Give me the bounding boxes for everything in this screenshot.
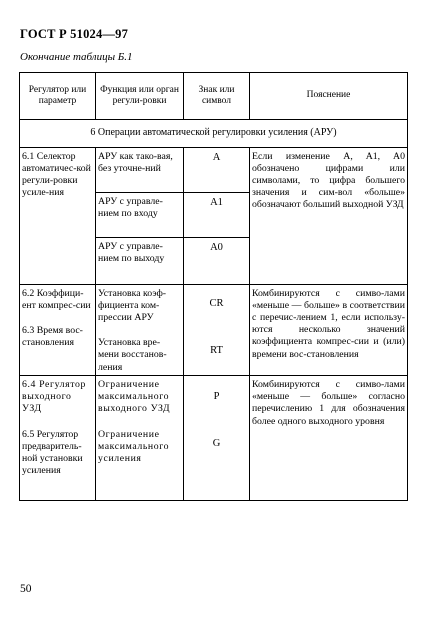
column-header: Пояснение bbox=[250, 73, 408, 120]
table-header-row bbox=[20, 73, 408, 120]
page-number: 50 bbox=[20, 583, 32, 595]
column-header: Регулятор или параметр bbox=[20, 73, 96, 120]
symbol-cell: A1 bbox=[184, 192, 250, 237]
param-text: 6.2 Коэффици-ент компрес-сии bbox=[22, 287, 91, 311]
param-cell bbox=[20, 284, 96, 375]
param-text: 6.5 Регулятор предваритель-ной установки усиления bbox=[22, 428, 83, 477]
param-cell bbox=[20, 375, 96, 500]
param-cell: 6.1 Селектор автоматичес-кой регули-ровки усиле-ния bbox=[20, 147, 96, 284]
function-text: Установка вре-мени восстанов-ления bbox=[98, 337, 167, 373]
column-header: Знак или символ bbox=[184, 73, 250, 120]
signs-table bbox=[19, 72, 408, 501]
note-cell: Комбинируются с симво-лами «меньше — больше» в соответствии с перечис-лением 1, если использу-ются несколько значений коэффициента компрес-сии и (или) времени вос-становления bbox=[250, 284, 408, 375]
table-caption: Окончание таблицы Б.1 bbox=[20, 51, 133, 63]
symbol-text: CR bbox=[209, 297, 224, 309]
table-row bbox=[20, 284, 408, 375]
function-cell bbox=[96, 375, 184, 500]
function-cell bbox=[96, 284, 184, 375]
function-text: Установка коэф-фициента ком-прессии АРУ bbox=[98, 287, 167, 323]
function-cell: АРУ с управле-нием по выходу bbox=[96, 237, 184, 284]
symbol-text: G bbox=[212, 438, 221, 450]
symbol-text: RT bbox=[210, 344, 223, 356]
param-text: 6.3 Время вос-становления bbox=[22, 324, 83, 349]
section-title: 6 Операции автоматической регулировки усиления (АРУ) bbox=[20, 120, 408, 148]
function-text: Ограничение максимального усиления bbox=[98, 428, 170, 465]
note-cell: Если изменение A, A1, A0 обозначено цифрами или символами, то цифра большего значения и сим-вол «больше» обозначают больший выходной УЗД bbox=[250, 147, 408, 284]
param-text: 6.4 Регулятор выходного УЗД bbox=[22, 378, 86, 415]
function-cell: АРУ с управле-нием по входу bbox=[96, 192, 184, 237]
function-cell: АРУ как тако-вая, без уточне-ний bbox=[96, 147, 184, 192]
table-row bbox=[20, 147, 408, 192]
symbol-cell bbox=[184, 375, 250, 500]
symbol-cell bbox=[184, 284, 250, 375]
table-row bbox=[20, 375, 408, 500]
symbol-text: P bbox=[213, 390, 220, 402]
document-header: ГОСТ Р 51024—97 bbox=[20, 27, 129, 41]
function-text: Ограничение максимального выходного УЗД bbox=[98, 378, 171, 415]
column-header: Функция или орган регули-ровки bbox=[96, 73, 184, 120]
note-cell: Комбинируются с симво-лами «меньше — больше» согласно перечислению 1 для обозначения более одного выходного уровня bbox=[250, 375, 408, 500]
symbol-cell: A bbox=[184, 147, 250, 192]
section-row bbox=[20, 120, 408, 148]
symbol-cell: A0 bbox=[184, 237, 250, 284]
